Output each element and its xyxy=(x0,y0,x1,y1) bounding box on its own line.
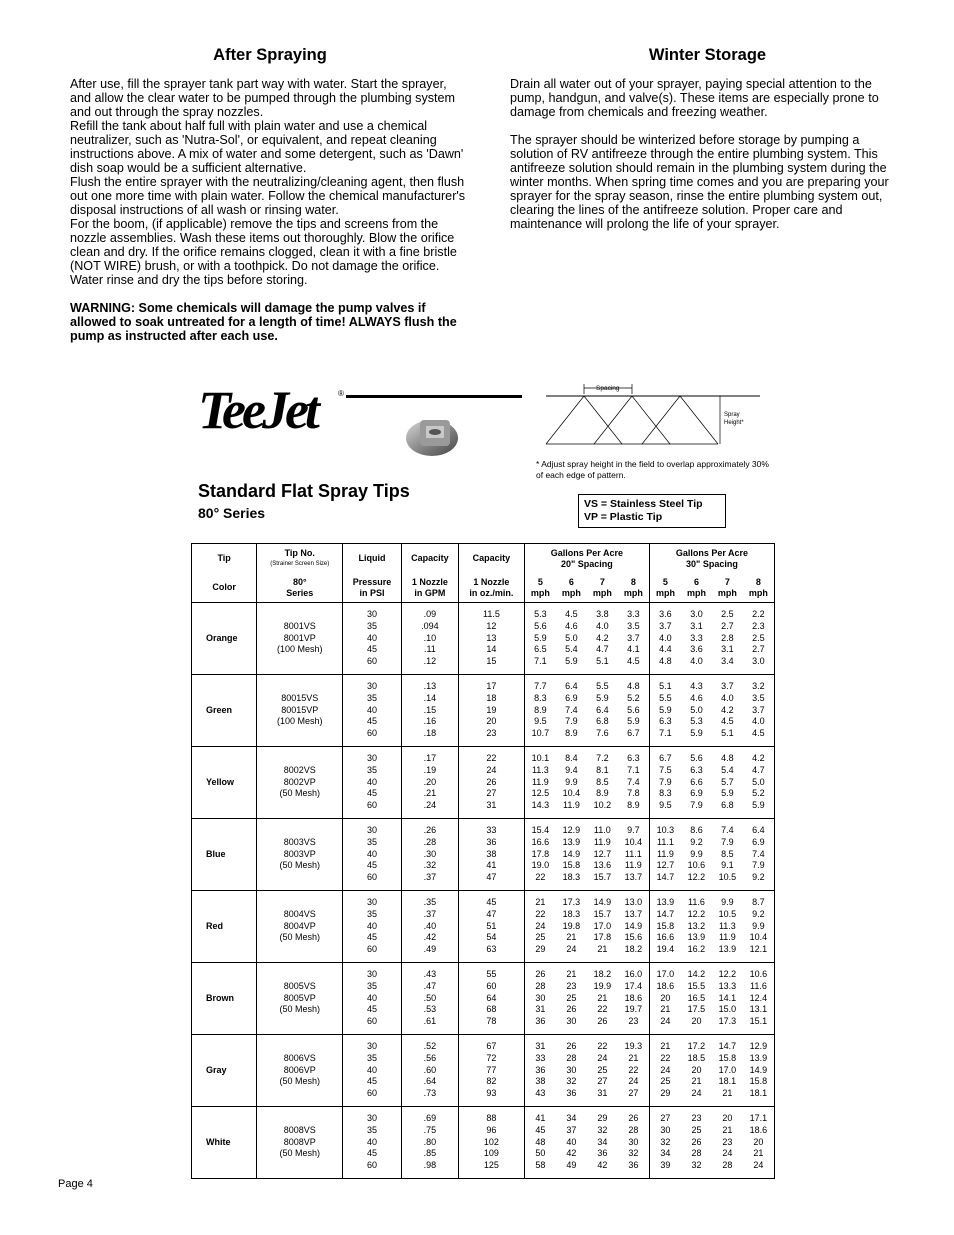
after-spraying-para-3: Flush the entire sprayer with the neutralizing/cleaning agent, then flush out one more time with plain water. Follow the chemical manufacturer's disposal instructions of all wash or rinsing water. xyxy=(70,175,466,217)
gpa-value: 17.1 18.6 20 21 24 xyxy=(743,1107,775,1179)
value-psi: 30 35 40 45 60 xyxy=(343,891,402,963)
gpa-value: 6.4 6.9 7.4 7.9 9.2 xyxy=(743,819,775,891)
gpa-value: 17.0 18.6 20 21 24 xyxy=(649,963,681,1035)
nozzle-icon xyxy=(402,410,462,460)
gpa-value: 9.7 10.4 11.1 11.9 13.7 xyxy=(618,819,650,891)
spray-tip-table: Tip Tip No. (Strainer Screen Size) Liquid Capacity Capacity Gallons Per Acre 20" Spacing Gallons Per Acre 30" Spacing Color 80° Series Pressure in PSI 1 Nozzle in GPM 1 Nozzle in oz./min. 5 mph 6 mph 7 mph 8 mph 5 mph 6 mph 7 mph 8 mph Orange 8001VS 8001VP (100 Mesh) 30 35 40 45 60 .09 .094 .10 .11 .12 11.5 12 13 14 15 5.3 5.6 5.9 6.5 7.1 4.5 4.6 5.0 5.4 5.9 3.8 4.0 4.2 4.7 5.1 3.3 3.5 3.7 4.1 4.5 3.6 3.7 4.0 4.4 4.8 3.0 3.1 3.3 3.6 4.0 2.5 2.7 2.8 3.1 3.4 2.2 2.3 2.5 2.7 3.0 Green 80015VS 80015VP (100 Mesh) 30 35 40 45 60 .13 .14 .15 .16 .18 17 18 19 20 23 7.7 8.3 8.9 9.5 10.7 6.4 6.9 7.4 7.9 8.9 5.5 5.9 6.4 6.8 7.6 4.8 5.2 5.6 5.9 6.7 5.1 5.5 5.9 6.3 7.1 4.3 4.6 5.0 5.3 5.9 3.7 4.0 4.2 4.5 5.1 3.2 3.5 3.7 4.0 4.5 Yellow 8002VS 8002VP (50 Mesh) 30 35 40 45 60 .17 .19 .20 .21 .24 22 24 26 27 31 10.1 11.3 11.9 12.5 14.3 8.4 9.4 9.9 10.4 11.9 7.2 8.1 8.5 8.9 10.2 6.3 7.1 7.4 7.8 8.9 6.7 7.5 7.9 8.3 9.5 5.6 6.3 6.6 6.9 7.9 4.8 5.4 5.7 5.9 6.8 4.2 4.7 5.0 5.2 5.9 Blue 8003VS 8003VP (50 Mesh) 30 35 40 45 60 .26 .28 .30 .32 .37 33 36 38 41 47 15.4 16.6 17.8 19.0 22 12.9 13.9 14.9 15.8 18.3 11.0 11.9 12.7 13.6 15.7 9.7 10.4 11.1 11.9 13.7 10.3 11.1 11.9 12.7 14.7 8.6 9.2 9.9 10.6 12.2 7.4 7.9 8.5 9.1 10.5 6.4 6.9 7.4 7.9 9.2 Red 8004VS 8004VP (50 Mesh) 30 35 40 45 60 .35 .37 .40 .42 .49 45 47 51 54 63 21 22 24 25 29 17.3 18.3 19.8 21 24 14.9 15.7 17.0 17.8 21 13.0 13.7 14.9 15.6 18.2 13.9 14.7 15.8 16.6 19.4 11.6 12.2 13.2 13.9 16.2 9.9 10.5 11.3 11.9 13.9 8.7 9.2 9.9 10.4 12.1 Brown 8005VS 8005VP (50 Mesh) 30 35 40 45 60 .43 .47 .50 .53 .61 55 60 64 68 78 26 28 30 31 36 21 23 25 26 30 18.2 19.9 21 22 26 16.0 17.4 18.6 19.7 23 17.0 18.6 20 21 24 14.2 15.5 16.5 17.5 20 12.2 13.3 14.1 15.0 17.3 10.6 11.6 12.4 13.1 15.1 Gray 8006VS 8006VP (50 Mesh) 30 35 40 45 60 .52 .56 .60 .64 .73 67 72 77 82 93 31 33 36 38 43 26 28 30 32 36 22 24 25 27 31 19.3 21 22 24 27 21 22 24 25 29 17.2 18.5 20 21 24 14.7 15.8 17.0 18.1 21 12.9 13.9 14.9 15.8 18.1 White 8008VS 8008VP (50 Mesh) 30 35 40 45 60 .69 .75 .80 .85 .98 88 96 102 109 125 41 45 48 50 58 34 37 40 42 49 29 32 34 36 42 26 28 30 32 36 27 30 32 34 39 23 25 26 28 32 20 21 23 24 28 17.1 18.6 20 21 24 xyxy=(191,543,775,1179)
tip-legend xyxy=(578,494,726,528)
gpa-value: 7.2 8.1 8.5 8.9 10.2 xyxy=(587,747,618,819)
gpa-value: 4.3 4.6 5.0 5.3 5.9 xyxy=(681,675,712,747)
after-spraying-para-1: After use, fill the sprayer tank part way with water. Start the sprayer, and allow the clear water to be pumped through the plumbing system and out through the spray nozzles. xyxy=(70,77,456,119)
tip-number: 8005VS 8005VP (50 Mesh) xyxy=(257,963,343,1035)
after-spraying-para-4: For the boom, (if applicable) remove the tips and screens from the nozzle assemblies. Wash these items out thoroughly. Blow the orifice clean and dry. If the orifice remains clogged, clean it with a fine bristle (NOT WIRE) brush, or with a toothpick. Do not damage the orifice. Water rinse and dry the tips before storing. xyxy=(70,217,457,287)
gpa-value: 4.2 4.7 5.0 5.2 5.9 xyxy=(743,747,775,819)
gpa-value: 4.8 5.2 5.6 5.9 6.7 xyxy=(618,675,650,747)
value-gpm: .52 .56 .60 .64 .73 xyxy=(401,1035,458,1107)
tip-number: 8004VS 8004VP (50 Mesh) xyxy=(257,891,343,963)
tip-number: 8001VS 8001VP (100 Mesh) xyxy=(257,603,343,675)
value-gpm: .13 .14 .15 .16 .18 xyxy=(401,675,458,747)
col-tip: Tip xyxy=(192,544,257,574)
gpa-value: 2.2 2.3 2.5 2.7 3.0 xyxy=(743,603,775,675)
value-gpm: .17 .19 .20 .21 .24 xyxy=(401,747,458,819)
tip-number: 8006VS 8006VP (50 Mesh) xyxy=(257,1035,343,1107)
tip-row xyxy=(192,819,775,891)
tip-color: Red xyxy=(192,891,257,963)
value-psi: 30 35 40 45 60 xyxy=(343,1035,402,1107)
value-gpm: .35 .37 .40 .42 .49 xyxy=(401,891,458,963)
gpa-value: 5.3 5.6 5.9 6.5 7.1 xyxy=(524,603,556,675)
value-gpm: .43 .47 .50 .53 .61 xyxy=(401,963,458,1035)
gpa-value: 6.4 6.9 7.4 7.9 8.9 xyxy=(556,675,587,747)
value-oz: 22 24 26 27 31 xyxy=(458,747,524,819)
gpa-value: 21 23 25 26 30 xyxy=(556,963,587,1035)
speed-header: 6 mph xyxy=(681,573,712,603)
gpa-value: 5.5 5.9 6.4 6.8 7.6 xyxy=(587,675,618,747)
speed-header: 8 mph xyxy=(618,573,650,603)
tip-color: Orange xyxy=(192,603,257,675)
svg-text:Height*: Height* xyxy=(724,420,744,426)
value-psi: 30 35 40 45 60 xyxy=(343,603,402,675)
after-spraying-para-2: Refill the tank about half full with plain water and use a chemical neutralizer, such as 'Nutra-Sol', or equivalent, and repeat cleaning instructions above. A mix of water and some detergent, such as 'Dawn' dish soap would be a sufficient alternative. xyxy=(70,119,464,175)
value-oz: 67 72 77 82 93 xyxy=(458,1035,524,1107)
gpa-value: 12.2 13.3 14.1 15.0 17.3 xyxy=(712,963,743,1035)
gpa-value: 4.5 4.6 5.0 5.4 5.9 xyxy=(556,603,587,675)
spacing-label: Spacing xyxy=(596,385,620,392)
col-liquid: Liquid xyxy=(343,544,402,574)
value-psi: 30 35 40 45 60 xyxy=(343,675,402,747)
tip-row xyxy=(192,603,775,675)
tip-row xyxy=(192,963,775,1035)
tip-number: 80015VS 80015VP (100 Mesh) xyxy=(257,675,343,747)
gpa-value: 7.7 8.3 8.9 9.5 10.7 xyxy=(524,675,556,747)
gpa-value: 29 32 34 36 42 xyxy=(587,1107,618,1179)
gpa-value: 23 25 26 28 32 xyxy=(681,1107,712,1179)
tip-color: Gray xyxy=(192,1035,257,1107)
gpa-value: 14.2 15.5 16.5 17.5 20 xyxy=(681,963,712,1035)
gpa-value: 15.4 16.6 17.8 19.0 22 xyxy=(524,819,556,891)
gpa-value: 3.0 3.1 3.3 3.6 4.0 xyxy=(681,603,712,675)
gpa-value: 26 28 30 31 36 xyxy=(524,963,556,1035)
speed-header: 5 mph xyxy=(524,573,556,603)
gpa-value: 21 22 24 25 29 xyxy=(524,891,556,963)
tip-number: 8008VS 8008VP (50 Mesh) xyxy=(257,1107,343,1179)
gpa-value: 3.7 4.0 4.2 4.5 5.1 xyxy=(712,675,743,747)
tip-row xyxy=(192,891,775,963)
winter-storage-heading: Winter Storage xyxy=(648,46,767,64)
gpa-value: 26 28 30 32 36 xyxy=(556,1035,587,1107)
value-psi: 30 35 40 45 60 xyxy=(343,747,402,819)
gpa-value: 3.6 3.7 4.0 4.4 4.8 xyxy=(649,603,681,675)
col-tip-no: Tip No. (Strainer Screen Size) xyxy=(257,544,343,574)
gpa-value: 8.7 9.2 9.9 10.4 12.1 xyxy=(743,891,775,963)
tip-color: Yellow xyxy=(192,747,257,819)
speed-header: 8 mph xyxy=(743,573,775,603)
value-oz: 88 96 102 109 125 xyxy=(458,1107,524,1179)
value-gpm: .69 .75 .80 .85 .98 xyxy=(401,1107,458,1179)
spray-spacing-diagram xyxy=(540,382,760,452)
value-psi: 30 35 40 45 60 xyxy=(343,1107,402,1179)
tip-color: Brown xyxy=(192,963,257,1035)
gpa-value: 20 21 23 24 28 xyxy=(712,1107,743,1179)
value-oz: 11.5 12 13 14 15 xyxy=(458,603,524,675)
gpa-value: 18.2 19.9 21 22 26 xyxy=(587,963,618,1035)
after-spraying-section xyxy=(70,46,470,343)
tip-row xyxy=(192,1107,775,1179)
after-spraying-heading: After Spraying xyxy=(213,46,327,64)
logo-rule xyxy=(346,395,522,398)
legend-vs: VS = Stainless Steel Tip xyxy=(584,498,703,510)
gpa-value: 2.5 2.7 2.8 3.1 3.4 xyxy=(712,603,743,675)
gpa-value: 22 24 25 27 31 xyxy=(587,1035,618,1107)
gpa-value: 12.9 13.9 14.9 15.8 18.1 xyxy=(743,1035,775,1107)
spray-height-label: Spray xyxy=(724,412,740,418)
gpa-value: 7.4 7.9 8.5 9.1 10.5 xyxy=(712,819,743,891)
gpa-value: 26 28 30 32 36 xyxy=(618,1107,650,1179)
col-gpa-20: Gallons Per Acre 20" Spacing xyxy=(524,544,649,574)
winter-storage-section xyxy=(510,46,905,231)
tip-row xyxy=(192,1035,775,1107)
winter-storage-para-1: Drain all water out of your sprayer, paying special attention to the pump, handgun, and valve(s). These items are especially prone to damage from chemicals and freezing weather. xyxy=(510,77,879,119)
gpa-value: 10.1 11.3 11.9 12.5 14.3 xyxy=(524,747,556,819)
gpa-value: 10.3 11.1 11.9 12.7 14.7 xyxy=(649,819,681,891)
value-psi: 30 35 40 45 60 xyxy=(343,819,402,891)
teejet-logo-text: TeeJet xyxy=(198,380,316,438)
value-gpm: .26 .28 .30 .32 .37 xyxy=(401,819,458,891)
tip-color: Blue xyxy=(192,819,257,891)
gpa-value: 13.0 13.7 14.9 15.6 18.2 xyxy=(618,891,650,963)
gpa-value: 3.2 3.5 3.7 4.0 4.5 xyxy=(743,675,775,747)
gpa-value: 41 45 48 50 58 xyxy=(524,1107,556,1179)
value-psi: 30 35 40 45 60 xyxy=(343,963,402,1035)
tip-row xyxy=(192,747,775,819)
gpa-value: 10.6 11.6 12.4 13.1 15.1 xyxy=(743,963,775,1035)
gpa-value: 34 37 40 42 49 xyxy=(556,1107,587,1179)
gpa-value: 27 30 32 34 39 xyxy=(649,1107,681,1179)
gpa-value: 5.6 6.3 6.6 6.9 7.9 xyxy=(681,747,712,819)
page-number: Page 4 xyxy=(58,1178,93,1190)
gpa-value: 5.1 5.5 5.9 6.3 7.1 xyxy=(649,675,681,747)
registered-mark: ® xyxy=(338,389,344,398)
col-capacity-gpm: Capacity xyxy=(401,544,458,574)
legend-vp: VP = Plastic Tip xyxy=(584,511,663,523)
warning-text: WARNING: Some chemicals will damage the pump valves if allowed to soak untreated for a length of time! ALWAYS flush the pump as instructed after each use. xyxy=(70,301,457,343)
gpa-value: 14.9 15.7 17.0 17.8 21 xyxy=(587,891,618,963)
speed-header: 6 mph xyxy=(556,573,587,603)
value-oz: 45 47 51 54 63 xyxy=(458,891,524,963)
value-gpm: .09 .094 .10 .11 .12 xyxy=(401,603,458,675)
tip-color: White xyxy=(192,1107,257,1179)
gpa-value: 16.0 17.4 18.6 19.7 23 xyxy=(618,963,650,1035)
gpa-value: 3.3 3.5 3.7 4.1 4.5 xyxy=(618,603,650,675)
tip-color: Green xyxy=(192,675,257,747)
speed-header: 5 mph xyxy=(649,573,681,603)
teejet-logo xyxy=(198,378,348,438)
tip-number: 8003VS 8003VP (50 Mesh) xyxy=(257,819,343,891)
gpa-value: 13.9 14.7 15.8 16.6 19.4 xyxy=(649,891,681,963)
value-oz: 33 36 38 41 47 xyxy=(458,819,524,891)
col-gpa-30: Gallons Per Acre 30" Spacing xyxy=(649,544,774,574)
gpa-value: 3.8 4.0 4.2 4.7 5.1 xyxy=(587,603,618,675)
value-oz: 17 18 19 20 23 xyxy=(458,675,524,747)
gpa-value: 11.6 12.2 13.2 13.9 16.2 xyxy=(681,891,712,963)
gpa-value: 17.3 18.3 19.8 21 24 xyxy=(556,891,587,963)
diagram-note: * Adjust spray height in the field to overlap approximately 30% of each edge of pattern. xyxy=(536,459,769,480)
gpa-value: 8.6 9.2 9.9 10.6 12.2 xyxy=(681,819,712,891)
gpa-value: 11.0 11.9 12.7 13.6 15.7 xyxy=(587,819,618,891)
gpa-value: 4.8 5.4 5.7 5.9 6.8 xyxy=(712,747,743,819)
speed-header: 7 mph xyxy=(587,573,618,603)
gpa-value: 31 33 36 38 43 xyxy=(524,1035,556,1107)
gpa-value: 14.7 15.8 17.0 18.1 21 xyxy=(712,1035,743,1107)
gpa-value: 12.9 13.9 14.9 15.8 18.3 xyxy=(556,819,587,891)
gpa-value: 6.3 7.1 7.4 7.8 8.9 xyxy=(618,747,650,819)
gpa-value: 6.7 7.5 7.9 8.3 9.5 xyxy=(649,747,681,819)
gpa-value: 8.4 9.4 9.9 10.4 11.9 xyxy=(556,747,587,819)
gpa-value: 19.3 21 22 24 27 xyxy=(618,1035,650,1107)
winter-storage-para-2: The sprayer should be winterized before storage by pumping a solution of RV antifreeze through the entire plumbing system. This antifreeze solution should remain in the plumbing system during the winter months. When spring time comes and you are preparing your sprayer for the spray season, rinse the entire plumbing system out, clearing the lines of the antifreeze solution. Proper care and maintenance will prolong the life of your sprayer. xyxy=(510,133,889,231)
gpa-value: 9.9 10.5 11.3 11.9 13.9 xyxy=(712,891,743,963)
tip-row xyxy=(192,675,775,747)
value-oz: 55 60 64 68 78 xyxy=(458,963,524,1035)
series-subtitle: 80° Series xyxy=(198,505,266,521)
tip-number: 8002VS 8002VP (50 Mesh) xyxy=(257,747,343,819)
gpa-value: 17.2 18.5 20 21 24 xyxy=(681,1035,712,1107)
gpa-value: 21 22 24 25 29 xyxy=(649,1035,681,1107)
col-capacity-oz: Capacity xyxy=(458,544,524,574)
speed-header: 7 mph xyxy=(712,573,743,603)
spray-tips-title: Standard Flat Spray Tips xyxy=(198,481,410,501)
